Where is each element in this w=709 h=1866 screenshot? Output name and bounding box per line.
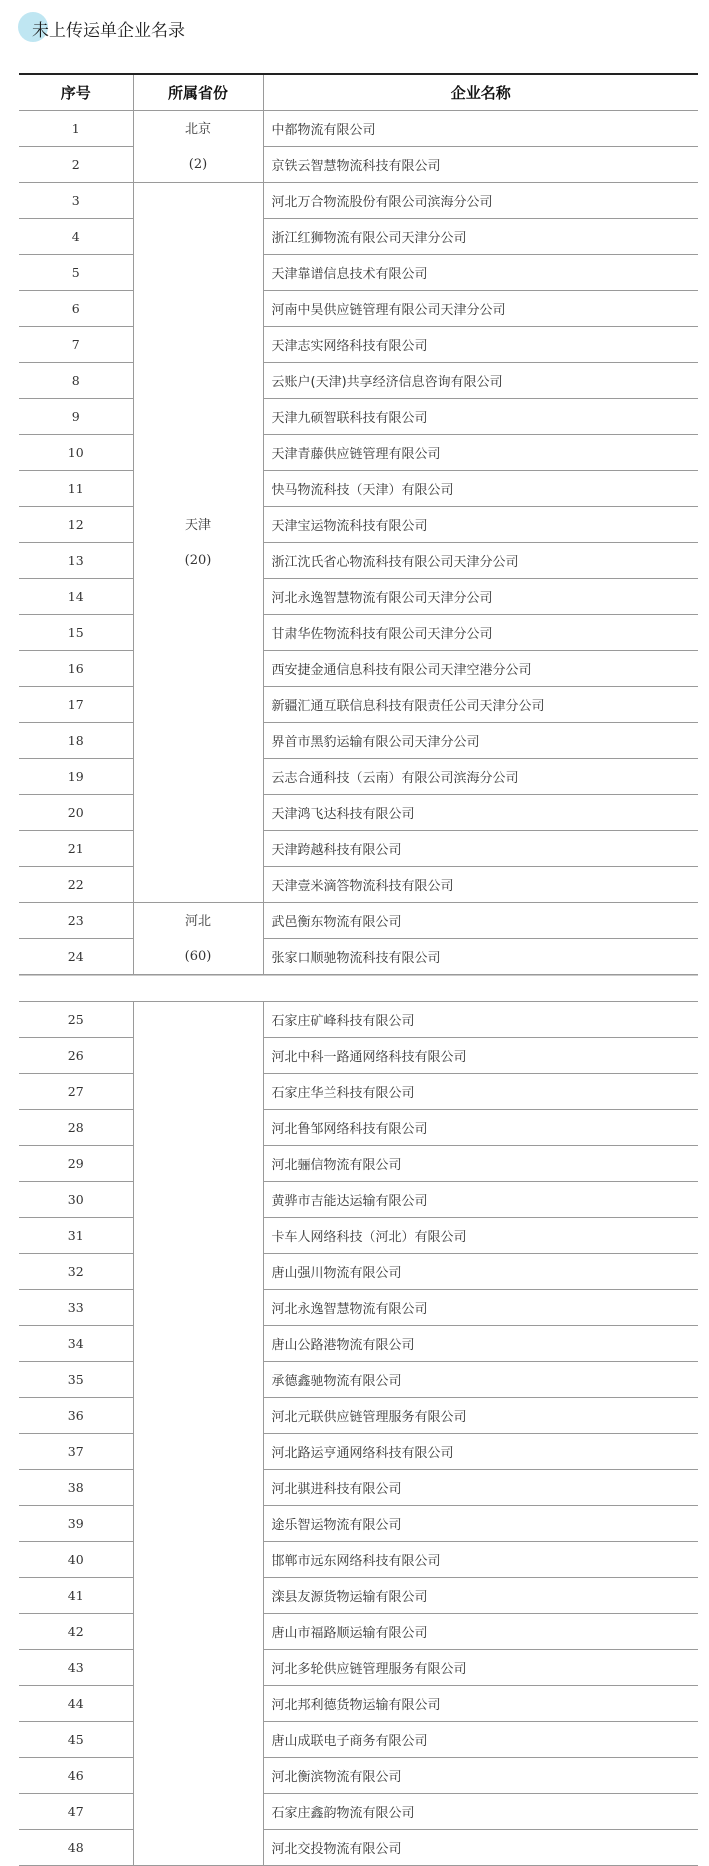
company-name: 新疆汇通互联信息科技有限责任公司天津分公司 xyxy=(271,699,545,714)
table-row xyxy=(19,1794,698,1830)
province-count: (20) xyxy=(184,552,212,568)
province-cell xyxy=(133,111,263,183)
row-seq: 23 xyxy=(19,903,133,939)
table-row xyxy=(19,183,698,219)
company-name: 天津跨越科技有限公司 xyxy=(271,843,402,858)
table-row xyxy=(19,507,698,543)
row-seq: 43 xyxy=(19,1650,133,1686)
province-block xyxy=(134,112,263,182)
company-name: 承德鑫驰物流有限公司 xyxy=(271,1374,402,1389)
row-seq: 34 xyxy=(19,1326,133,1362)
table-row xyxy=(19,147,698,183)
company-name: 河北交投物流有限公司 xyxy=(271,1842,402,1857)
company-name: 河北元联供应链管理服务有限公司 xyxy=(271,1410,467,1425)
company-name: 河北万合物流股份有限公司滨海分公司 xyxy=(271,195,493,210)
company-name: 浙江红狮物流有限公司天津分公司 xyxy=(271,231,467,246)
row-seq: 4 xyxy=(19,219,133,255)
table-row xyxy=(19,1650,698,1686)
row-seq: 5 xyxy=(19,255,133,291)
company-name: 西安捷金通信息科技有限公司天津空港分公司 xyxy=(271,663,532,678)
table-row xyxy=(19,1506,698,1542)
table-row xyxy=(19,1110,698,1146)
table-row xyxy=(19,435,698,471)
row-seq: 8 xyxy=(19,363,133,399)
row-seq: 30 xyxy=(19,1182,133,1218)
company-name: 天津壹米滴答物流科技有限公司 xyxy=(271,879,454,894)
row-seq: 27 xyxy=(19,1074,133,1110)
row-seq: 9 xyxy=(19,399,133,435)
table-row xyxy=(19,1038,698,1074)
table-row xyxy=(19,1290,698,1326)
row-seq: 20 xyxy=(19,795,133,831)
row-seq: 41 xyxy=(19,1578,133,1614)
row-seq: 25 xyxy=(19,1002,133,1038)
page-break-line xyxy=(19,975,698,976)
table-row xyxy=(19,219,698,255)
table-row xyxy=(19,723,698,759)
province-block xyxy=(134,508,263,578)
row-seq: 1 xyxy=(19,111,133,147)
row-seq: 47 xyxy=(19,1794,133,1830)
row-seq: 29 xyxy=(19,1146,133,1182)
company-name: 快马物流科技（天津）有限公司 xyxy=(271,483,454,498)
row-seq: 26 xyxy=(19,1038,133,1074)
table-row xyxy=(19,759,698,795)
company-name: 河北多轮供应链管理服务有限公司 xyxy=(271,1662,467,1677)
row-seq: 28 xyxy=(19,1110,133,1146)
province-name: 河北 xyxy=(184,913,211,929)
row-seq: 21 xyxy=(19,831,133,867)
page-title: 未上传运单企业名录 xyxy=(32,21,185,41)
company-name: 河北衡滨物流有限公司 xyxy=(271,1770,402,1785)
row-seq: 37 xyxy=(19,1434,133,1470)
company-name: 天津九硕智联科技有限公司 xyxy=(271,411,428,426)
company-name: 河北永逸智慧物流有限公司 xyxy=(271,1302,428,1317)
province-cell xyxy=(133,183,263,903)
company-name: 唐山成联电子商务有限公司 xyxy=(271,1734,428,1749)
company-name: 唐山公路港物流有限公司 xyxy=(271,1338,415,1353)
table-row xyxy=(19,1326,698,1362)
row-seq: 48 xyxy=(19,1830,133,1866)
table-row xyxy=(19,1254,698,1290)
province-block xyxy=(134,904,263,974)
row-seq: 6 xyxy=(19,291,133,327)
row-seq: 32 xyxy=(19,1254,133,1290)
row-seq: 3 xyxy=(19,183,133,219)
table-row xyxy=(19,651,698,687)
table-row xyxy=(19,579,698,615)
table-row xyxy=(19,1146,698,1182)
table-header-row xyxy=(19,74,698,111)
row-seq: 35 xyxy=(19,1362,133,1398)
company-name: 天津青藤供应链管理有限公司 xyxy=(271,447,441,462)
company-name: 天津靠谱信息技术有限公司 xyxy=(271,267,428,282)
company-name: 界首市黑豹运输有限公司天津分公司 xyxy=(271,735,480,750)
province-count: (60) xyxy=(184,948,212,964)
company-name: 河北骐进科技有限公司 xyxy=(271,1482,402,1497)
company-name: 唐山强川物流有限公司 xyxy=(271,1266,402,1281)
company-name: 卡车人网络科技（河北）有限公司 xyxy=(271,1230,467,1245)
row-seq: 40 xyxy=(19,1542,133,1578)
table-row xyxy=(19,1830,698,1866)
company-name: 浙江沈氏省心物流科技有限公司天津分公司 xyxy=(271,555,519,570)
province-name: 北京 xyxy=(184,121,211,137)
company-name: 京铁云智慧物流科技有限公司 xyxy=(271,159,441,174)
table-row xyxy=(19,1542,698,1578)
row-seq: 15 xyxy=(19,615,133,651)
company-name: 河北邦利德货物运输有限公司 xyxy=(271,1698,441,1713)
company-name: 黄骅市吉能达运输有限公司 xyxy=(271,1194,428,1209)
company-name: 张家口顺驰物流科技有限公司 xyxy=(271,951,441,966)
row-seq: 24 xyxy=(19,939,133,975)
table-row xyxy=(19,1362,698,1398)
row-seq: 45 xyxy=(19,1722,133,1758)
company-name: 唐山市福路顺运输有限公司 xyxy=(271,1626,428,1641)
province-cell-continued xyxy=(133,1002,263,1866)
row-seq: 11 xyxy=(19,471,133,507)
row-seq: 38 xyxy=(19,1470,133,1506)
row-seq: 14 xyxy=(19,579,133,615)
company-name: 滦县友源货物运输有限公司 xyxy=(271,1590,428,1605)
row-seq: 39 xyxy=(19,1506,133,1542)
table-row xyxy=(19,1758,698,1794)
table-row xyxy=(19,1722,698,1758)
table-row xyxy=(19,399,698,435)
table-row xyxy=(19,363,698,399)
table-row xyxy=(19,867,698,903)
company-name: 天津鸿飞达科技有限公司 xyxy=(271,807,415,822)
row-seq: 2 xyxy=(19,147,133,183)
table-row xyxy=(19,327,698,363)
table-row xyxy=(19,1074,698,1110)
table-row xyxy=(19,615,698,651)
table-row xyxy=(19,111,698,147)
company-name: 河北鲁邹网络科技有限公司 xyxy=(271,1122,428,1137)
row-seq: 36 xyxy=(19,1398,133,1434)
table-row xyxy=(19,255,698,291)
company-name: 河北骊信物流有限公司 xyxy=(271,1158,402,1173)
company-name: 云账户(天津)共享经济信息咨询有限公司 xyxy=(271,375,503,390)
table-row xyxy=(19,291,698,327)
company-name: 天津宝运物流科技有限公司 xyxy=(271,519,428,534)
province-name: 天津 xyxy=(184,517,211,533)
table-row xyxy=(19,1686,698,1722)
table-row xyxy=(19,939,698,975)
table-row xyxy=(19,543,698,579)
enterprise-table-continued xyxy=(19,1001,698,1866)
table-row xyxy=(19,903,698,939)
table-row xyxy=(19,1218,698,1254)
header-seq: 序号 xyxy=(19,74,133,111)
row-seq: 17 xyxy=(19,687,133,723)
table-row xyxy=(19,1470,698,1506)
row-seq: 16 xyxy=(19,651,133,687)
table-row xyxy=(19,795,698,831)
company-name: 中都物流有限公司 xyxy=(271,123,376,138)
row-seq: 18 xyxy=(19,723,133,759)
table-row xyxy=(19,1002,698,1038)
row-seq: 44 xyxy=(19,1686,133,1722)
row-seq: 42 xyxy=(19,1614,133,1650)
row-seq: 19 xyxy=(19,759,133,795)
company-name: 武邑衡东物流有限公司 xyxy=(271,915,402,930)
company-name: 河北永逸智慧物流有限公司天津分公司 xyxy=(271,591,493,606)
row-seq: 33 xyxy=(19,1290,133,1326)
table-row xyxy=(19,1398,698,1434)
company-name: 途乐智运物流有限公司 xyxy=(271,1518,402,1533)
province-count: (2) xyxy=(188,156,208,172)
company-name: 石家庄鑫韵物流有限公司 xyxy=(271,1806,415,1821)
row-seq: 46 xyxy=(19,1758,133,1794)
company-name: 河南中昊供应链管理有限公司天津分公司 xyxy=(271,303,506,318)
table-row xyxy=(19,687,698,723)
company-name: 河北路运亨通网络科技有限公司 xyxy=(271,1446,454,1461)
company-name: 云志合通科技（云南）有限公司滨海分公司 xyxy=(271,771,519,786)
company-name: 邯郸市远东网络科技有限公司 xyxy=(271,1554,441,1569)
table-row xyxy=(19,471,698,507)
province-cell xyxy=(133,903,263,975)
header-province: 所属省份 xyxy=(133,74,263,111)
row-seq: 13 xyxy=(19,543,133,579)
row-seq: 10 xyxy=(19,435,133,471)
table-row xyxy=(19,831,698,867)
row-seq: 22 xyxy=(19,867,133,903)
row-seq: 31 xyxy=(19,1218,133,1254)
row-seq: 12 xyxy=(19,507,133,543)
table-row xyxy=(19,1578,698,1614)
header-company: 企业名称 xyxy=(450,84,511,102)
table-row xyxy=(19,1614,698,1650)
row-seq: 7 xyxy=(19,327,133,363)
table-row xyxy=(19,1434,698,1470)
enterprise-table xyxy=(19,73,698,975)
table-row xyxy=(19,1182,698,1218)
company-name: 石家庄华兰科技有限公司 xyxy=(271,1086,415,1101)
company-name: 石家庄矿峰科技有限公司 xyxy=(271,1014,415,1029)
company-name: 河北中科一路通网络科技有限公司 xyxy=(271,1050,467,1065)
company-name: 天津志实网络科技有限公司 xyxy=(271,339,428,354)
company-name: 甘肃华佐物流科技有限公司天津分公司 xyxy=(271,627,493,642)
